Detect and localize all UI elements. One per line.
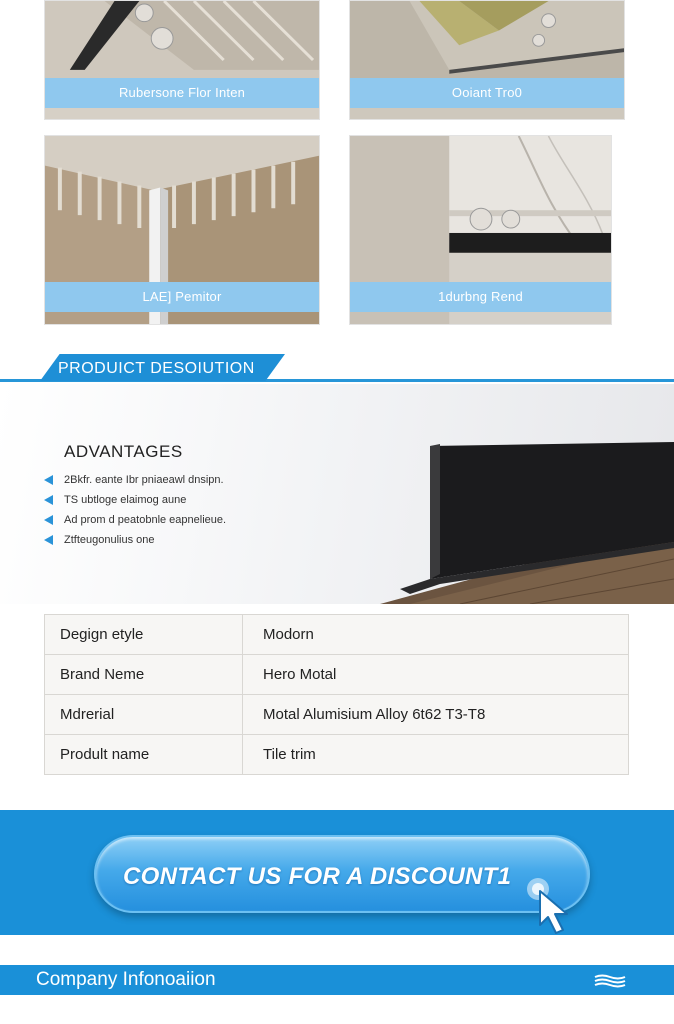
contact-discount-button[interactable] — [94, 835, 590, 913]
gallery-tile[interactable] — [44, 0, 320, 120]
spec-value: Tile trim — [243, 735, 629, 775]
company-info-title: Company Infonoaiion — [36, 969, 216, 990]
spec-key: Mdrerial — [45, 695, 243, 735]
spec-value: Hero Motal — [243, 655, 629, 695]
tile-caption: Ooiant Tro0 — [350, 78, 624, 108]
arrow-icon — [44, 515, 53, 525]
spec-key: Degign etyle — [45, 615, 243, 655]
list-item — [44, 512, 226, 532]
advantage-text: TS ubtloge elaimog aune — [64, 494, 187, 506]
tile-caption: Rubersone Flor Inten — [45, 78, 319, 108]
spec-key: Brand Neme — [45, 655, 243, 695]
list-item — [44, 532, 226, 552]
table-row — [45, 655, 629, 695]
application-gallery — [0, 0, 674, 340]
skirting-product-image — [380, 424, 674, 604]
menu-icon — [594, 974, 626, 988]
section-title: PRODUICT DESOIUTION — [58, 360, 255, 377]
advantages-list — [44, 472, 226, 552]
arrow-icon — [44, 495, 53, 505]
table-row — [45, 615, 629, 655]
company-info-bar — [0, 965, 674, 995]
section-banner — [0, 354, 674, 384]
table-row — [45, 735, 629, 775]
arrow-icon — [44, 475, 53, 485]
tile-caption: 1durbng Rend — [350, 282, 611, 312]
cursor-icon — [526, 867, 586, 937]
spec-table — [44, 614, 629, 775]
cta-band — [0, 810, 674, 935]
cta-label: CONTACT US FOR A DISCOUNT1 — [123, 863, 512, 890]
table-row — [45, 695, 629, 735]
spec-value: Modorn — [243, 615, 629, 655]
advantages-title: ADVANTAGES — [64, 442, 183, 461]
gallery-tile[interactable] — [349, 0, 625, 120]
advantage-text: Ad prom d peatobnle eapnelieue. — [64, 514, 227, 526]
gallery-tile[interactable] — [349, 135, 612, 325]
arrow-icon — [44, 535, 53, 545]
list-item — [44, 492, 226, 512]
tile-caption: LAE] Pemitor — [45, 282, 319, 312]
gallery-tile[interactable] — [44, 135, 320, 325]
spec-value: Motal Alumisium Alloy 6t62 T3-T8 — [243, 695, 629, 735]
list-item — [44, 472, 226, 492]
advantages-hero — [0, 384, 674, 604]
advantage-text: Ztfteugonulius one — [64, 534, 155, 546]
advantage-text: 2Bkfr. eante Ibr pniaeawl dnsipn. — [64, 474, 224, 486]
spec-key: Prodult name — [45, 735, 243, 775]
